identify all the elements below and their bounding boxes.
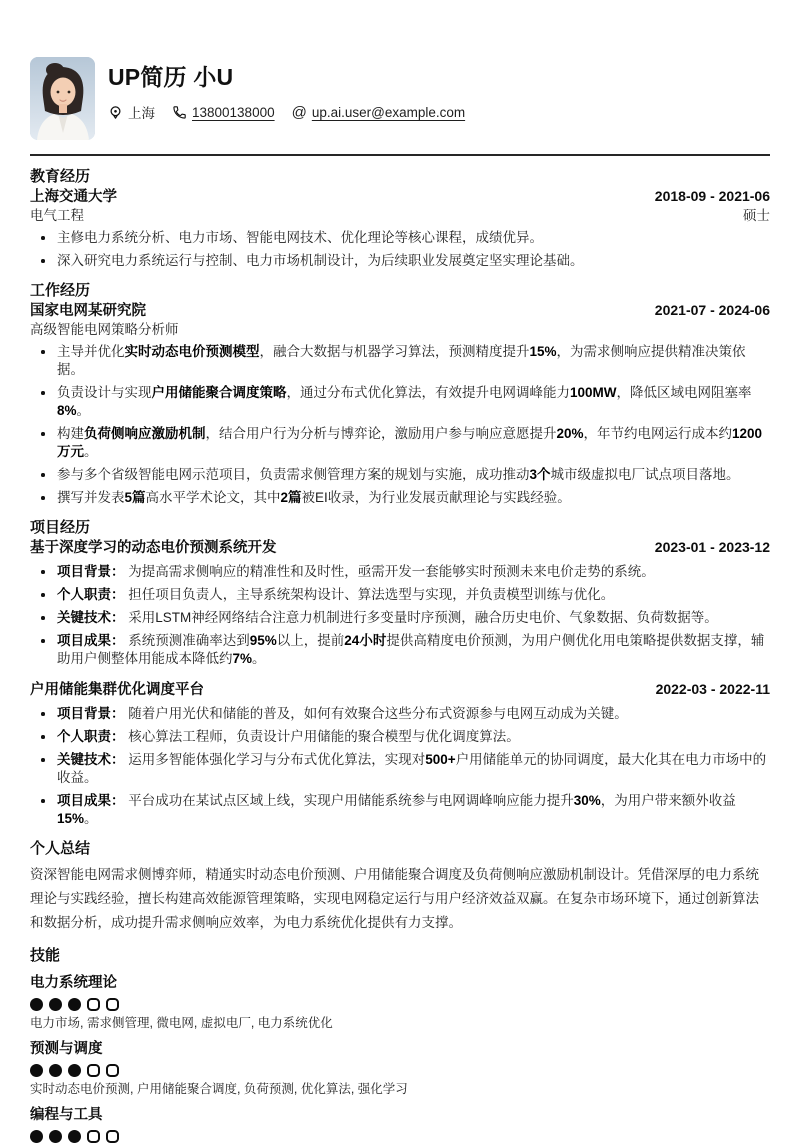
section-work [30, 282, 770, 507]
education-date: 2018-09 - 2021-06 [654, 188, 770, 204]
section-title-education: 教育经历 [30, 168, 91, 185]
skill-level-dots [30, 1130, 770, 1143]
contact-location-text: 上海 [128, 106, 155, 121]
project-heading-row [30, 538, 770, 558]
level-dot-empty-icon [87, 1130, 100, 1143]
project-date: 2022-03 - 2022-11 [655, 681, 770, 697]
section-skills [30, 947, 770, 1143]
section-title-summary: 个人总结 [30, 840, 91, 857]
skill-name: 电力系统理论 [30, 975, 117, 991]
map-pin-icon [108, 105, 123, 120]
skill-name: 编程与工具 [30, 1107, 103, 1123]
skill-item [30, 1041, 770, 1097]
bullet-item: 主修电力系统分析、电力市场、智能电网技术、优化理论等核心课程，成绩优异。 [30, 229, 770, 247]
contact-email-text: up.ai.user@example.com [311, 104, 466, 120]
header-text [108, 57, 465, 140]
bullet-item: 负责设计与实现户用储能聚合调度策略，通过分布式优化算法，有效提升电网调峰能力100MW，降低区域电网阻塞率8%。 [30, 384, 770, 420]
skill-name: 预测与调度 [30, 1041, 103, 1057]
bullet-item: 主导并优化实时动态电价预测模型，融合大数据与机器学习算法，预测精度提升15%，为需求侧响应提供精准决策依据。 [30, 343, 770, 379]
phone-icon [172, 105, 187, 120]
education-heading-row [30, 187, 770, 207]
avatar [30, 57, 95, 140]
bullet-item: 个人职责： 担任项目负责人，主导系统架构设计、算法选型与实现，并负责模型训练与优化。 [30, 586, 770, 604]
level-dot-filled-icon [68, 1064, 81, 1077]
work-role-row [30, 321, 770, 338]
work-bullets [30, 343, 770, 507]
level-dot-empty-icon [106, 1064, 119, 1077]
header [30, 57, 770, 140]
level-dot-filled-icon [30, 1130, 43, 1143]
bullet-item: 关键技术： 采用LSTM神经网络结合注意力机制进行多变量时序预测，融合历史电价、气象数据、负荷数据等。 [30, 609, 770, 627]
page-title: UP简历 小U [108, 64, 234, 90]
contact-email[interactable] [292, 105, 466, 120]
bullet-item: 参与多个省级智能电网示范项目，负责需求侧管理方案的规划与实施，成功推动3个城市级虚拟电厂试点项目落地。 [30, 466, 770, 484]
summary-text: 资深智能电网需求侧博弈师，精通实时动态电价预测、户用储能聚合调度及负荷侧响应激励机制设计。凭借深厚的电力系统理论与实践经验，擅长构建高效能源管理策略，实现电网稳定运行与用户经济效益双赢。在复杂市场环境下，通过创新算法和数据分析，成功提升需求侧响应效率，为电力系统优化提供有力支撑。 [30, 867, 759, 930]
work-date: 2021-07 - 2024-06 [654, 302, 770, 318]
projects-list [30, 538, 770, 828]
section-summary [30, 840, 770, 935]
work-company: 国家电网某研究院 [30, 303, 146, 319]
level-dot-filled-icon [49, 998, 62, 1011]
contact-location [108, 102, 155, 122]
education-school: 上海交通大学 [30, 189, 117, 205]
education-bullets [30, 229, 770, 270]
skill-level-dots [30, 1064, 770, 1077]
education-major: 电气工程 [30, 208, 84, 223]
contact-phone-text: 13800138000 [192, 104, 275, 120]
education-sub-row [30, 207, 770, 224]
project-name: 户用储能集群优化调度平台 [30, 682, 204, 698]
section-education [30, 168, 770, 270]
project-item [30, 538, 770, 668]
project-name: 基于深度学习的动态电价预测系统开发 [30, 540, 277, 556]
section-title-skills: 技能 [30, 947, 61, 964]
project-heading-row [30, 680, 770, 700]
level-dot-empty-icon [106, 998, 119, 1011]
bullet-item: 深入研究电力系统运行与控制、电力市场机制设计，为后续职业发展奠定坚实理论基础。 [30, 252, 770, 270]
section-title-work: 工作经历 [30, 282, 91, 299]
contact-row [108, 102, 465, 122]
avatar-portrait-illustration [30, 57, 95, 140]
work-role: 高级智能电网策略分析师 [30, 322, 179, 337]
skill-keywords: 电力市场, 需求侧管理, 微电网, 虚拟电厂, 电力系统优化 [30, 1016, 333, 1030]
skill-level-dots [30, 998, 770, 1011]
bullet-item: 构建负荷侧响应激励机制，结合用户行为分析与博弈论，激励用户参与响应意愿提升20%，年节约电网运行成本约1200万元。 [30, 425, 770, 461]
level-dot-empty-icon [106, 1130, 119, 1143]
level-dot-filled-icon [30, 998, 43, 1011]
level-dot-filled-icon [30, 1064, 43, 1077]
level-dot-empty-icon [87, 998, 100, 1011]
bullet-item: 撰写并发表5篇高水平学术论文，其中2篇被EI收录，为行业发展贡献理论与实践经验。 [30, 489, 770, 507]
education-degree: 硕士 [743, 208, 770, 223]
bullet-item: 关键技术： 运用多智能体强化学习与分布式优化算法，实现对500+户用储能单元的协同调度，最大化其在电力市场中的收益。 [30, 751, 770, 787]
project-bullets [30, 563, 770, 668]
level-dot-empty-icon [87, 1064, 100, 1077]
project-item [30, 680, 770, 828]
skills-list [30, 975, 770, 1143]
bullet-item: 项目背景： 为提高需求侧响应的精准性和及时性，亟需开发一套能够实时预测未来电价走势的系统。 [30, 563, 770, 581]
work-heading-row [30, 301, 770, 321]
project-bullets [30, 705, 770, 828]
header-divider [30, 154, 770, 156]
bullet-item: 项目成果： 平台成功在某试点区域上线，实现户用储能系统参与电网调峰响应能力提升30%，为用户带来额外收益15%。 [30, 792, 770, 828]
contact-phone[interactable] [172, 105, 275, 120]
bullet-item: 个人职责： 核心算法工程师，负责设计户用储能的聚合模型与优化调度算法。 [30, 728, 770, 746]
at-icon: @ [291, 103, 307, 121]
skill-item [30, 1107, 770, 1143]
skill-keywords: 实时动态电价预测, 户用储能聚合调度, 负荷预测, 优化算法, 强化学习 [30, 1082, 408, 1096]
skill-item [30, 975, 770, 1031]
level-dot-filled-icon [68, 998, 81, 1011]
project-date: 2023-01 - 2023-12 [654, 539, 770, 555]
level-dot-filled-icon [68, 1130, 81, 1143]
bullet-item: 项目成果： 系统预测准确率达到95%以上，提前24小时提供高精度电价预测，为用户侧优化用电策略提供数据支撑，辅助用户侧整体用能成本降低约7%。 [30, 632, 770, 668]
bullet-item: 项目背景： 随着户用光伏和储能的普及，如何有效聚合这些分布式资源参与电网互动成为关键。 [30, 705, 770, 723]
section-projects [30, 519, 770, 828]
section-title-projects: 项目经历 [30, 519, 91, 536]
level-dot-filled-icon [49, 1130, 62, 1143]
level-dot-filled-icon [49, 1064, 62, 1077]
